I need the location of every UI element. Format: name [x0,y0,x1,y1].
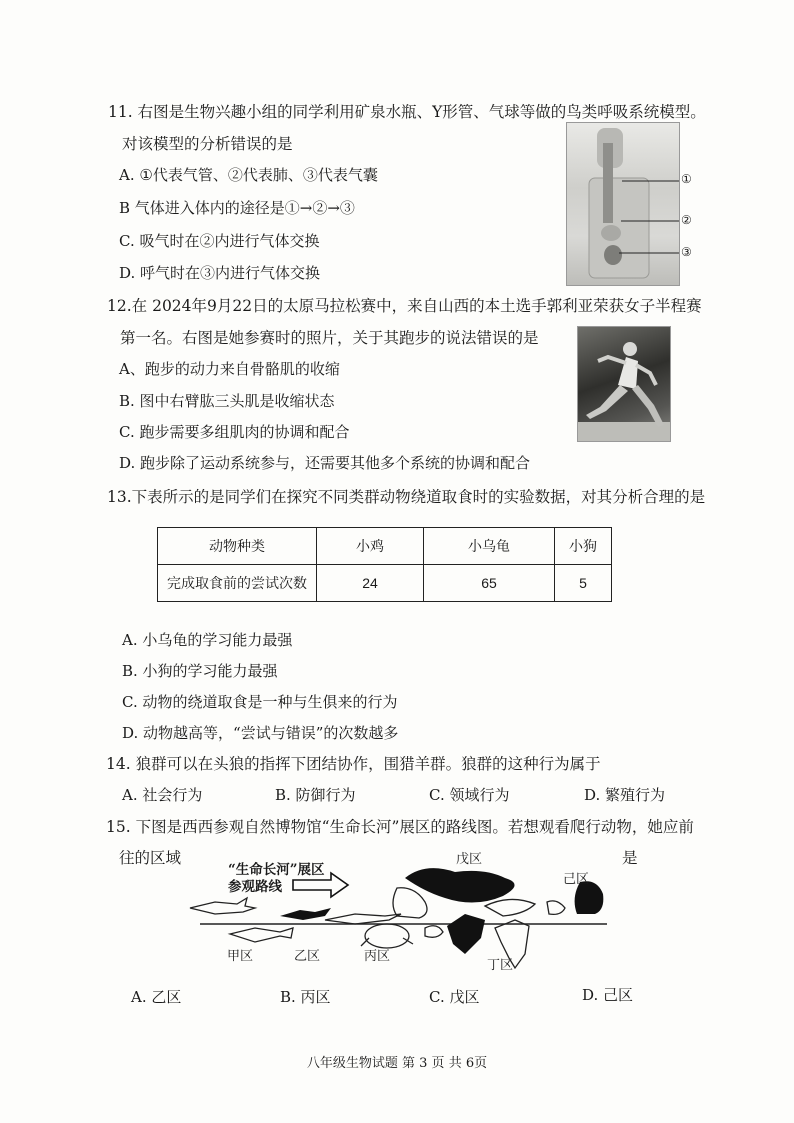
q12-option-d: D. 跑步除了运动系统参与，还需要其他多个系统的协调和配合 [119,454,531,472]
q14-option-b: B. 防御行为 [275,786,356,804]
q12-stem-line2: 第一名。右图是她参赛时的照片，关于其跑步的说法错误的是 [120,329,539,347]
table-header-cell: 小狗 [555,528,612,565]
crocodile-icon [325,914,401,924]
model-label-2: ② [681,213,692,227]
q15-option-b: B. 丙区 [280,988,331,1006]
table-header-cell: 动物种类 [158,528,317,565]
zone-label-wu: 戊区 [456,852,483,867]
dolphin-icon [485,899,535,916]
q13-option-d: D. 动物越高等，“尝试与错误”的次数越多 [122,724,399,742]
zone-label-jia: 甲区 [227,949,254,964]
runner-photo [577,326,671,442]
experiment-data-table [157,527,612,602]
q15-option-c: C. 戊区 [429,988,480,1006]
q11-stem-line2: 对该模型的分析错误的是 [122,135,293,153]
bird-respiratory-model-photo [566,122,680,286]
table-header-row [158,528,612,565]
q11-option-a: A. ①代表气管、②代表肺、③代表气囊 [119,166,378,184]
zone-label-bing: 丙区 [364,949,391,964]
route-subtitle: 参观路线 [228,879,282,895]
q12-option-a: A、跑步的动力来自骨骼肌的收缩 [119,360,340,378]
monkey-icon [547,901,565,915]
q11-option-b: B 气体进入体内的途径是①→②→③ [119,199,355,217]
runner-silhouette [578,327,670,441]
table-cell: 65 [424,565,555,602]
table-row [158,565,612,602]
eagle-icon [447,914,485,954]
q12-option-b: B. 图中右臂肱三头肌是收缩状态 [119,392,335,410]
fish-icon [230,928,293,942]
q14-stem: 14. 狼群可以在头狼的指挥下团结协作，围猎羊群。狼群的这种行为属于 [106,755,601,773]
q13-option-a: A. 小乌龟的学习能力最强 [122,631,293,649]
q11-stem-line1: 11. 右图是生物兴趣小组的同学利用矿泉水瓶、Y形管、气球等做的鸟类呼吸系统模型。 [108,103,706,121]
table-row-label: 完成取食前的尝试次数 [158,565,317,602]
q14-option-c: C. 领域行为 [429,786,510,804]
route-arrow-icon [293,873,348,897]
salamander-icon [280,908,331,920]
q12-option-c: C. 跑步需要多组肌肉的协调和配合 [119,423,350,441]
q11-option-c: C. 吸气时在②内进行气体交换 [119,232,320,250]
page-footer: 八年级生物试题 第 3 页 共 6页 [306,1056,488,1071]
shark-icon [190,898,255,914]
q13-option-c: C. 动物的绕道取食是一种与生俱来的行为 [122,693,398,711]
table-cell: 5 [555,565,612,602]
q15-stem-line2b: 是 [622,849,638,867]
q13-stem: 13.下表所示的是同学们在探究不同类群动物绕道取食时的实验数据，对其分析合理的是 [107,488,706,506]
q15-option-d: D. 己区 [582,986,634,1004]
q15-stem-line2a: 往的区域 [119,849,182,867]
bottle-model-drawing [567,123,679,285]
q15-stem-line1: 15. 下图是西西参观自然博物馆“生命长河”展区的路线图。若想观看爬行动物，她应前 [106,818,694,836]
table-header-cell: 小乌龟 [424,528,555,565]
q12-stem-line1: 12.在 2024年9月22日的太原马拉松赛中，来自山西的本土选手郭利亚荣获女子半程赛 [107,297,702,315]
q11-option-d: D. 呼气时在③内进行气体交换 [119,264,321,282]
zone-label-ji: 己区 [563,872,590,887]
zone-label-ding: 丁区 [487,958,514,973]
model-label-3: ③ [681,245,692,259]
route-title: “生命长河”展区 [228,862,325,878]
walrus-icon [393,888,427,918]
model-label-1: ① [681,172,692,186]
q14-option-d: D. 繁殖行为 [584,786,666,804]
q15-option-a: A. 乙区 [131,988,182,1006]
q13-option-b: B. 小狗的学习能力最强 [122,662,278,680]
q14-option-a: A. 社会行为 [122,786,203,804]
bird-icon [425,926,443,938]
zone-label-yi: 乙区 [294,949,321,964]
table-header-cell: 小鸡 [317,528,424,565]
table-cell: 24 [317,565,424,602]
